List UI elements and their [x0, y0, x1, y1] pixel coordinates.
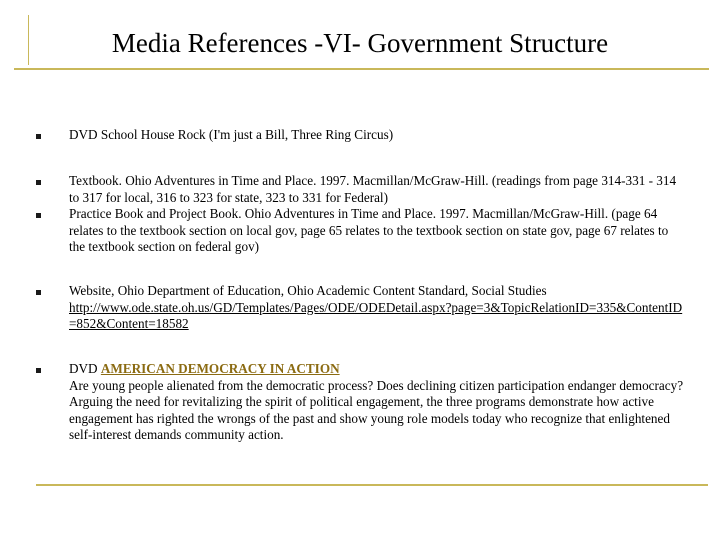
list-item: Textbook. Ohio Adventures in Time and Place. 1997. Macmillan/McGraw-Hill. (readings from page 314-331 - 314 to 317 for local, 316 to 323 for state, 323 to 331 for Federal) [69, 173, 677, 205]
list-item [69, 283, 684, 333]
bullet-marker [36, 213, 41, 218]
list-item [69, 361, 684, 444]
dvd-prefix: DVD [69, 361, 101, 376]
bullet-marker [36, 290, 41, 295]
list-item: Practice Book and Project Book. Ohio Adventures in Time and Place. 1997. Macmillan/McGraw-Hill. (page 64 relates to the textbook section on local gov, page 65 relates to the textbook section on state gov, page 67 relates to the textbook section on federal gov) [69, 206, 669, 254]
footer-line [36, 484, 708, 486]
list-item-text: Website, Ohio Department of Education, Ohio Academic Content Standard, Social Studies [69, 283, 547, 298]
dvd-title-link[interactable]: AMERICAN DEMOCRACY IN ACTION [100, 361, 340, 376]
ode-website-link[interactable]: http://www.ode.state.oh.us/GD/Templates/Pages/ODE/ODEDetail.aspx?page=3&TopicRelationID=335&ContentID=852&Content=18582 [69, 299, 683, 331]
bullet-marker [36, 134, 41, 139]
title-underline [14, 68, 709, 70]
dvd-description: Are young people alienated from the democratic process? Does declining citizen participation endanger democracy? Arguing the need for revitalizing the spirit of political engagement, the three programs demonstrate how active engagement has righted the wrongs of the past and show young role models today who recognize that enlightened self-interest demands community action. [69, 377, 684, 442]
list-item: DVD School House Rock (I'm just a Bill, Three Ring Circus) [69, 127, 394, 142]
slide-title: Media References -VI- Government Structure [111, 28, 609, 58]
bullet-marker [36, 180, 41, 185]
bullet-marker [36, 368, 41, 373]
